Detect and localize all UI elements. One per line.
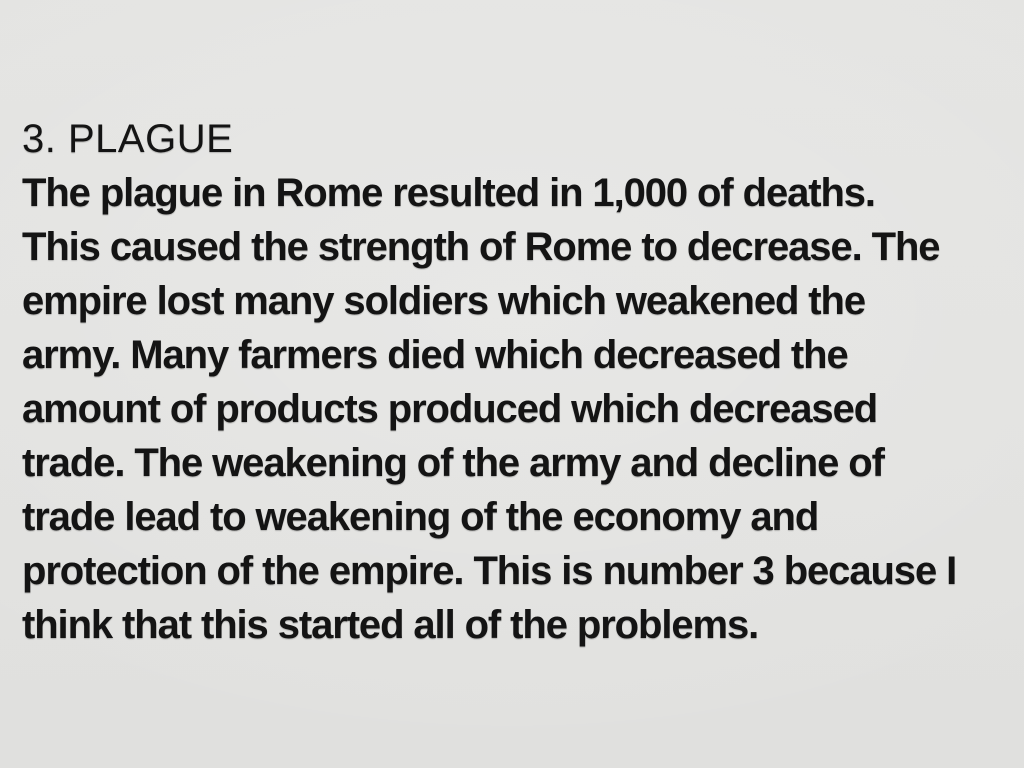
body-text-line: army. Many farmers died which decreased the xyxy=(22,333,848,377)
body-text-line: empire lost many soldiers which weakened the xyxy=(22,279,866,323)
body-text-line: think that this started all of the problems. xyxy=(22,603,759,647)
body-text-line: The plague in Rome resulted in 1,000 of deaths. xyxy=(22,171,875,215)
body-text-line: trade lead to weakening of the economy and xyxy=(22,495,819,539)
body-text-line: protection of the empire. This is number 3 because I xyxy=(22,549,957,593)
body-text-line: trade. The weakening of the army and decline of xyxy=(22,441,884,485)
body-text-line: This caused the strength of Rome to decrease. The xyxy=(22,225,940,269)
slide-title: 3. PLAGUE xyxy=(22,117,234,161)
body-text-line: amount of products produced which decreased xyxy=(22,387,878,431)
slide-body-paragraph xyxy=(22,166,1014,652)
slide-text-block xyxy=(22,112,1014,652)
